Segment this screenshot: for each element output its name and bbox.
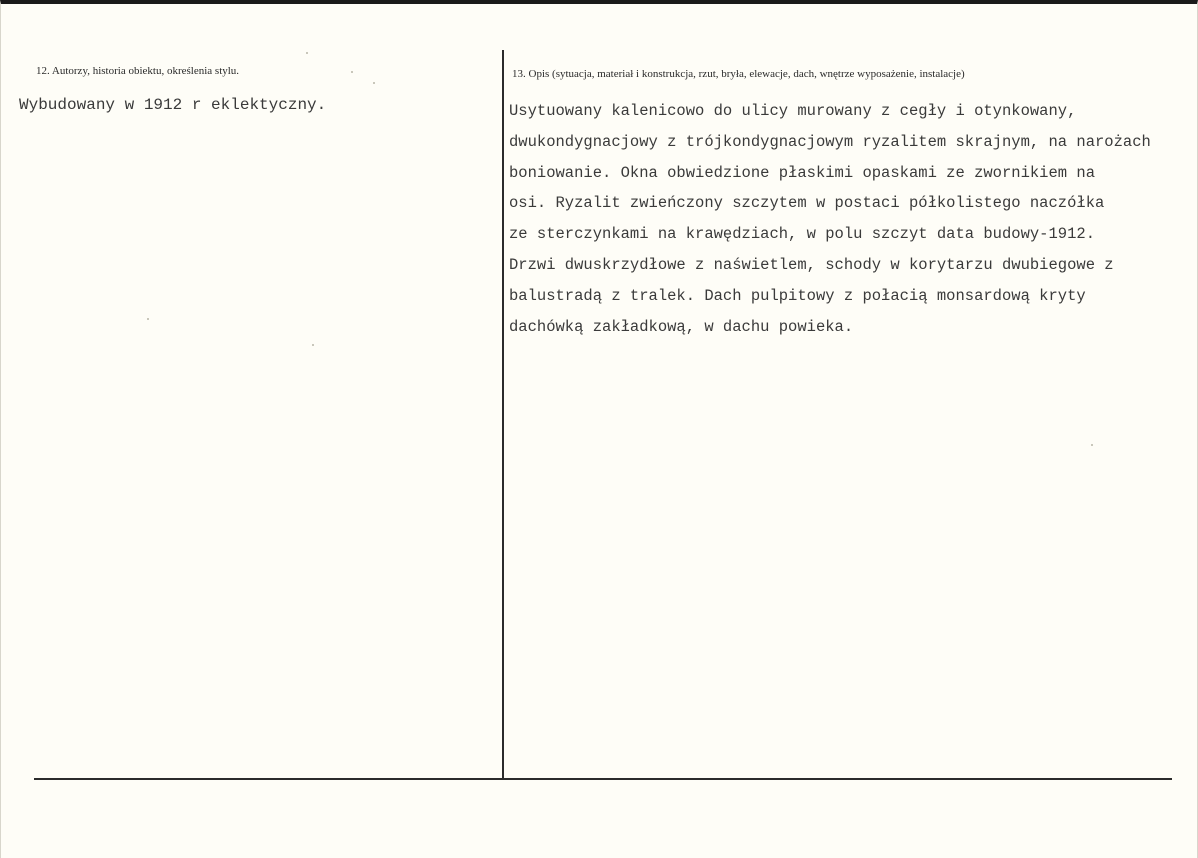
column-divider [502, 50, 504, 778]
paper-speck [373, 82, 375, 84]
description-line: Usytuowany kalenicowo do ulicy murowany z cegły i otynkowany, [509, 102, 1077, 120]
description-line: boniowanie. Okna obwiedzione płaskimi opaskami ze zwornikiem na [509, 163, 1095, 182]
paper-speck [1091, 444, 1093, 446]
description-line: osi. Ryzalit zwieńczony szczytem w postaci półkolistego naczółka [509, 194, 1105, 213]
section-12-heading: 12. Autorzy, historia obiektu, określenia stylu. [36, 65, 240, 77]
description-line: Drzwi dwuskrzydłowe z naświetlem, schody w korytarzu dwubiegowe z [509, 255, 1114, 274]
section-13-heading: 13. Opis (sytuacja, materiał i konstrukcja, rzut, bryła, elewacje, dach, wnętrze wyposażenie, instalacje) [512, 68, 965, 80]
bottom-rule [34, 778, 1172, 780]
paper-speck [306, 52, 308, 54]
paper-speck [147, 318, 149, 320]
description-line: balustradą z tralek. Dach pulpitowy z połacią monsardową kryty [509, 286, 1086, 305]
description-line: ze sterczynkami na krawędziach, w polu szczyt data budowy-1912. [509, 225, 1095, 244]
section-13-description [509, 100, 1198, 346]
section-12-text: Wybudowany w 1912 r eklektyczny. [19, 96, 327, 114]
paper-speck [351, 71, 353, 73]
description-line: dachówką zakładkową, w dachu powieka. [509, 317, 854, 336]
paper-speck [312, 344, 314, 346]
description-line: dwukondygnacjowy z trójkondygnacjowym ryzalitem skrajnym, na narożach [509, 132, 1151, 151]
